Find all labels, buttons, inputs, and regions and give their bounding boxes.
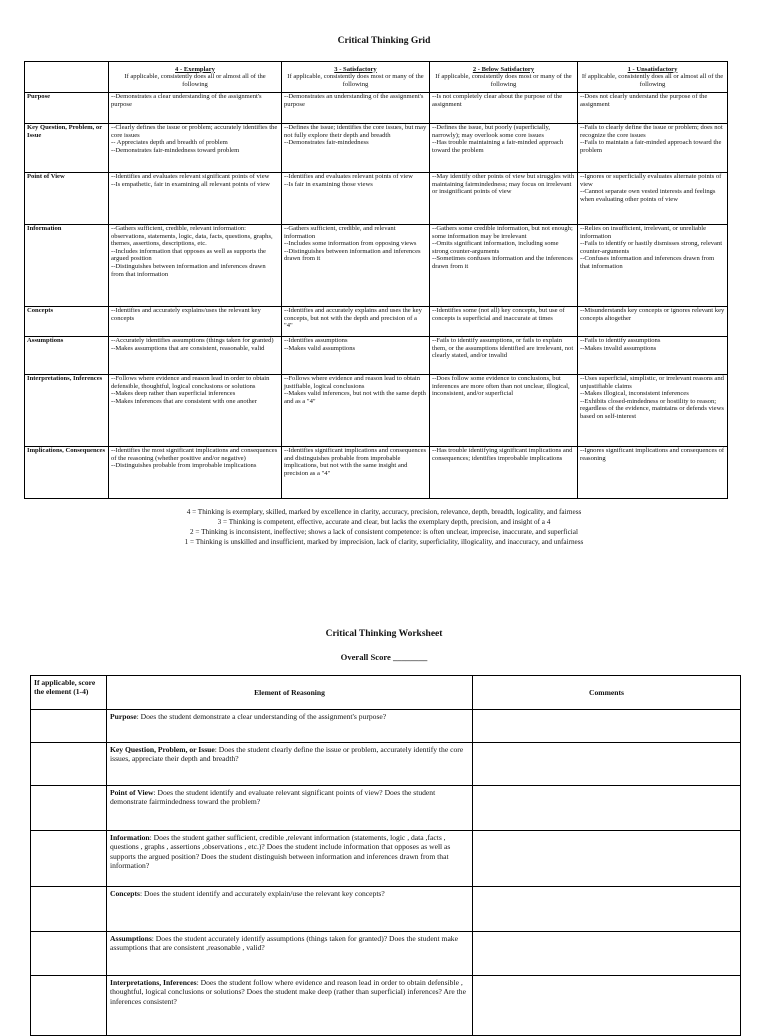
scale-line-3: 3 = Thinking is competent, effective, accurate and clear, but lacks the exemplary depth, precision, and insight of a 4 xyxy=(217,518,551,526)
element-prompt xyxy=(107,831,473,887)
grid-cell: --Fails to identify assumptions, or fails to explain them, or the assumptions identified are irrelevant, not clearly stated, and/or invalid xyxy=(430,337,578,375)
grid-cell: --Identifies assumptions --Makes valid assumptions xyxy=(282,337,430,375)
element-name: Assumptions xyxy=(110,934,152,943)
comments-field[interactable] xyxy=(473,976,741,1036)
scoring-scale xyxy=(0,507,768,547)
element-question: : Does the student identify and accurately explain/use the relevant key concepts? xyxy=(139,889,385,898)
worksheet-title: Critical Thinking Worksheet xyxy=(325,629,443,639)
level-desc: If applicable, consistently does most or many of the following xyxy=(435,73,572,88)
grid-cell: --Does follow some evidence to conclusions, but inferences are more often than not unclear, illogical, inconsistent, and/or superficial xyxy=(430,375,578,447)
grid-row-implications xyxy=(25,447,728,499)
level-header-3 xyxy=(282,62,430,93)
grid-cell: --Demonstrates a clear understanding of the assignment's purpose xyxy=(109,93,282,124)
element-prompt xyxy=(107,976,473,1036)
grid-row-information xyxy=(25,225,728,307)
critical-thinking-grid xyxy=(24,61,728,499)
grid-cell: --Defines the issue; identifies the core issues, but may not fully explore their depth and breadth --Demonstrates fair-mindedness xyxy=(282,124,430,173)
grid-cell: --Gathers sufficient, credible, and relevant information --Includes some information from opposing views --Distinguishes between information and inferences drawn from it xyxy=(282,225,430,307)
row-label: Point of View xyxy=(25,173,109,225)
element-prompt xyxy=(107,743,473,786)
grid-cell: --Identifies and accurately explains and uses the key concepts, but not with the depth and precision of a "4" xyxy=(282,307,430,337)
grid-cell: --Misunderstands key concepts or ignores relevant key concepts altogether xyxy=(578,307,728,337)
comments-field[interactable] xyxy=(473,710,741,743)
grid-cell: --Follows where evidence and reason lead in order to obtain defensible, thoughtful, logical conclusions or solutions --Makes deep rather than superficial inferences --Makes inferences that are consistent with one another xyxy=(109,375,282,447)
overall-score: Overall Score ________ xyxy=(340,652,428,662)
worksheet-row-key-question xyxy=(31,743,741,786)
row-label: Key Question, Problem, or Issue xyxy=(25,124,109,173)
grid-cell: --Identifies some (not all) key concepts, but use of concepts is superficial and inaccurate at times xyxy=(430,307,578,337)
grid-cell: --Ignores or superficially evaluates alternate points of view --Cannot separate own vested interests and feelings when evaluating other points of view xyxy=(578,173,728,225)
element-question: : Does the student accurately identify assumptions (things taken for granted)? Does the student make assumptions that are consistent ,reasonable , valid? xyxy=(110,934,458,953)
grid-cell: --Demonstrates an understanding of the assignment's purpose xyxy=(282,93,430,124)
grid-cell: --Fails to identify assumptions --Makes invalid assumptions xyxy=(578,337,728,375)
grid-cell: --Is not completely clear about the purpose of the assignment xyxy=(430,93,578,124)
grid-cell: --Uses superficial, simplistic, or irrelevant reasons and unjustifiable claims --Makes illogical, inconsistent inferences --Exhibits closed-mindedness or hostility to reason; regardless of the evidence, maintains or defends views based on self-interest xyxy=(578,375,728,447)
grid-cell: --Identifies and accurately explains/uses the relevant key concepts xyxy=(109,307,282,337)
grid-corner-cell xyxy=(25,62,109,93)
grid-cell: --Defines the issue, but poorly (superficially, narrowly); may overlook some core issues --Has trouble maintaining a fair-minded approach toward the problem xyxy=(430,124,578,173)
score-field[interactable] xyxy=(31,710,107,743)
score-field[interactable] xyxy=(31,743,107,786)
element-question: : Does the student gather sufficient, credible ,relevant information (statements, logic , data ,facts , questions , graphs , assertions ,observations , etc.)? Does the student include information that opposes as well as supports the argued position? Does the student distinguish between information and inferences drawn from that information? xyxy=(110,833,451,871)
worksheet-row-point-of-view xyxy=(31,786,741,831)
grid-title: Critical Thinking Grid xyxy=(337,36,431,46)
comments-field[interactable] xyxy=(473,743,741,786)
worksheet-row-information xyxy=(31,831,741,887)
score-field[interactable] xyxy=(31,932,107,976)
grid-row-point-of-view xyxy=(25,173,728,225)
grid-cell: --Identifies significant implications and consequences and distinguishes probable from improbable implications, but not with the same insight and precision as a "4" xyxy=(282,447,430,499)
element-prompt xyxy=(107,786,473,831)
grid-cell: --Identifies and evaluates relevant significant points of view --Is empathetic, fair in examining all relevant points of view xyxy=(109,173,282,225)
score-field[interactable] xyxy=(31,976,107,1036)
grid-cell: --Does not clearly understand the purpose of the assignment xyxy=(578,93,728,124)
element-name: Key Question, Problem, or Issue xyxy=(110,745,215,754)
scale-line-2: 2 = Thinking is inconsistent, ineffective; shows a lack of consistent competence: is often unclear, imprecise, inaccurate, and superficial xyxy=(190,528,578,536)
row-label: Interpretations, Inferences xyxy=(25,375,109,447)
grid-row-interpretations xyxy=(25,375,728,447)
element-name: Information xyxy=(110,833,150,842)
grid-cell: --May identify other points of view but struggles with maintaining fairmindedness; may focus on irrelevant or insignificant points of view xyxy=(430,173,578,225)
level-header-1 xyxy=(578,62,728,93)
comments-field[interactable] xyxy=(473,887,741,932)
worksheet-row-concepts xyxy=(31,887,741,932)
row-label: Purpose xyxy=(25,93,109,124)
element-name: Purpose xyxy=(110,712,137,721)
worksheet-header-row xyxy=(31,676,741,710)
level-label: 1 - Unsatisfactory xyxy=(627,65,678,73)
grid-cell: --Has trouble identifying significant implications and consequences; identifies improbable implications xyxy=(430,447,578,499)
grid-cell: --Gathers some credible information, but not enough; some information may be irrelevant --Omits significant information, including some strong counter-arguments --Sometimes confuses information and the inferences drawn from it xyxy=(430,225,578,307)
scale-line-4: 4 = Thinking is exemplary, skilled, marked by excellence in clarity, accuracy, precision, relevance, depth, breadth, logicality, and fairness xyxy=(186,508,582,516)
worksheet-row-assumptions xyxy=(31,932,741,976)
level-desc: If applicable, consistently does all or almost all of the following xyxy=(124,73,266,88)
row-label: Assumptions xyxy=(25,337,109,375)
worksheet-row-purpose xyxy=(31,710,741,743)
score-column-header: If applicable, score the element (1-4) xyxy=(31,676,107,710)
comments-field[interactable] xyxy=(473,786,741,831)
element-question: : Does the student follow where evidence and reason lead in order to obtain defensible , thoughtful, logical conclusions or solutions? Does the student make deep (rather than superficial) inferences? Are the inferences consistent? xyxy=(110,978,466,1006)
level-desc: If applicable, consistently does all or almost all of the following xyxy=(581,73,724,88)
element-prompt xyxy=(107,887,473,932)
row-label: Information xyxy=(25,225,109,307)
element-name: Interpretations, Inferences xyxy=(110,978,197,987)
grid-cell: --Identifies the most significant implications and consequences of the reasoning (whether positive and/or negative) --Distinguishes probable from improbable implications xyxy=(109,447,282,499)
grid-cell: --Ignores significant implications and consequences of reasoning xyxy=(578,447,728,499)
score-field[interactable] xyxy=(31,786,107,831)
grid-cell: --Gathers sufficient, credible, relevant information: observations, statements, logic, data, facts, questions, graphs, themes, assertions, descriptions, etc. --Includes information that opposes as well as supports the argued position --Distinguishes between information and inferences drawn from that information xyxy=(109,225,282,307)
grid-row-assumptions xyxy=(25,337,728,375)
element-name: Point of View xyxy=(110,788,154,797)
critical-thinking-worksheet xyxy=(30,675,741,1036)
level-header-2 xyxy=(430,62,578,93)
element-question: : Does the student identify and evaluate relevant significant points of view? Does the student demonstrate fairmindedness toward the problem? xyxy=(110,788,436,807)
row-label: Implications, Consequences xyxy=(25,447,109,499)
grid-row-purpose xyxy=(25,93,728,124)
element-prompt xyxy=(107,932,473,976)
level-desc: If applicable, consistently does most or many of the following xyxy=(287,73,424,88)
level-label: 2 - Below Satisfactory xyxy=(472,65,535,73)
grid-cell: --Clearly defines the issue or problem; accurately identifies the core issues -- Appreciates depth and breadth of problem --Demonstrates fair-mindedness toward problem xyxy=(109,124,282,173)
comments-column-header: Comments xyxy=(473,676,741,710)
worksheet-row-interpretations xyxy=(31,976,741,1036)
element-question: : Does the student clearly define the issue or problem, accurately identify the core issues, appreciate their depth and breadth? xyxy=(110,745,464,764)
grid-row-concepts xyxy=(25,307,728,337)
score-field[interactable] xyxy=(31,887,107,932)
grid-header-row xyxy=(25,62,728,93)
grid-cell: --Accurately identifies assumptions (things taken for granted) --Makes assumptions that are consistent, reasonable, valid xyxy=(109,337,282,375)
element-prompt xyxy=(107,710,473,743)
level-header-4 xyxy=(109,62,282,93)
comments-field[interactable] xyxy=(473,932,741,976)
element-question: : Does the student demonstrate a clear understanding of the assignment's purpose? xyxy=(136,712,387,721)
scale-line-1: 1 = Thinking is unskilled and insufficient, marked by imprecision, lack of clarity, superficiality, illogicality, and inaccuracy, and unfairness xyxy=(184,538,584,546)
grid-cell: --Relies on insufficient, irrelevant, or unreliable information --Fails to identify or hastily dismisses strong, relevant counter-arguments --Confuses information and inferences drawn from that information xyxy=(578,225,728,307)
row-label: Concepts xyxy=(25,307,109,337)
grid-row-key-question xyxy=(25,124,728,173)
element-name: Concepts xyxy=(110,889,140,898)
grid-cell: --Fails to clearly define the issue or problem; does not recognize the core issues --Fails to maintain a fair-minded approach toward the problem xyxy=(578,124,728,173)
level-label: 4 - Exemplary xyxy=(175,65,215,73)
grid-cell: --Identifies and evaluates relevant points of view --Is fair in examining those views xyxy=(282,173,430,225)
level-label: 3 - Satisfactory xyxy=(334,65,377,73)
comments-field[interactable] xyxy=(473,831,741,887)
element-column-header: Element of Reasoning xyxy=(107,676,473,710)
score-field[interactable] xyxy=(31,831,107,887)
grid-cell: --Follows where evidence and reason lead to obtain justifiable, logical conclusions --Makes valid inferences, but not with the same depth and as a "4" xyxy=(282,375,430,447)
